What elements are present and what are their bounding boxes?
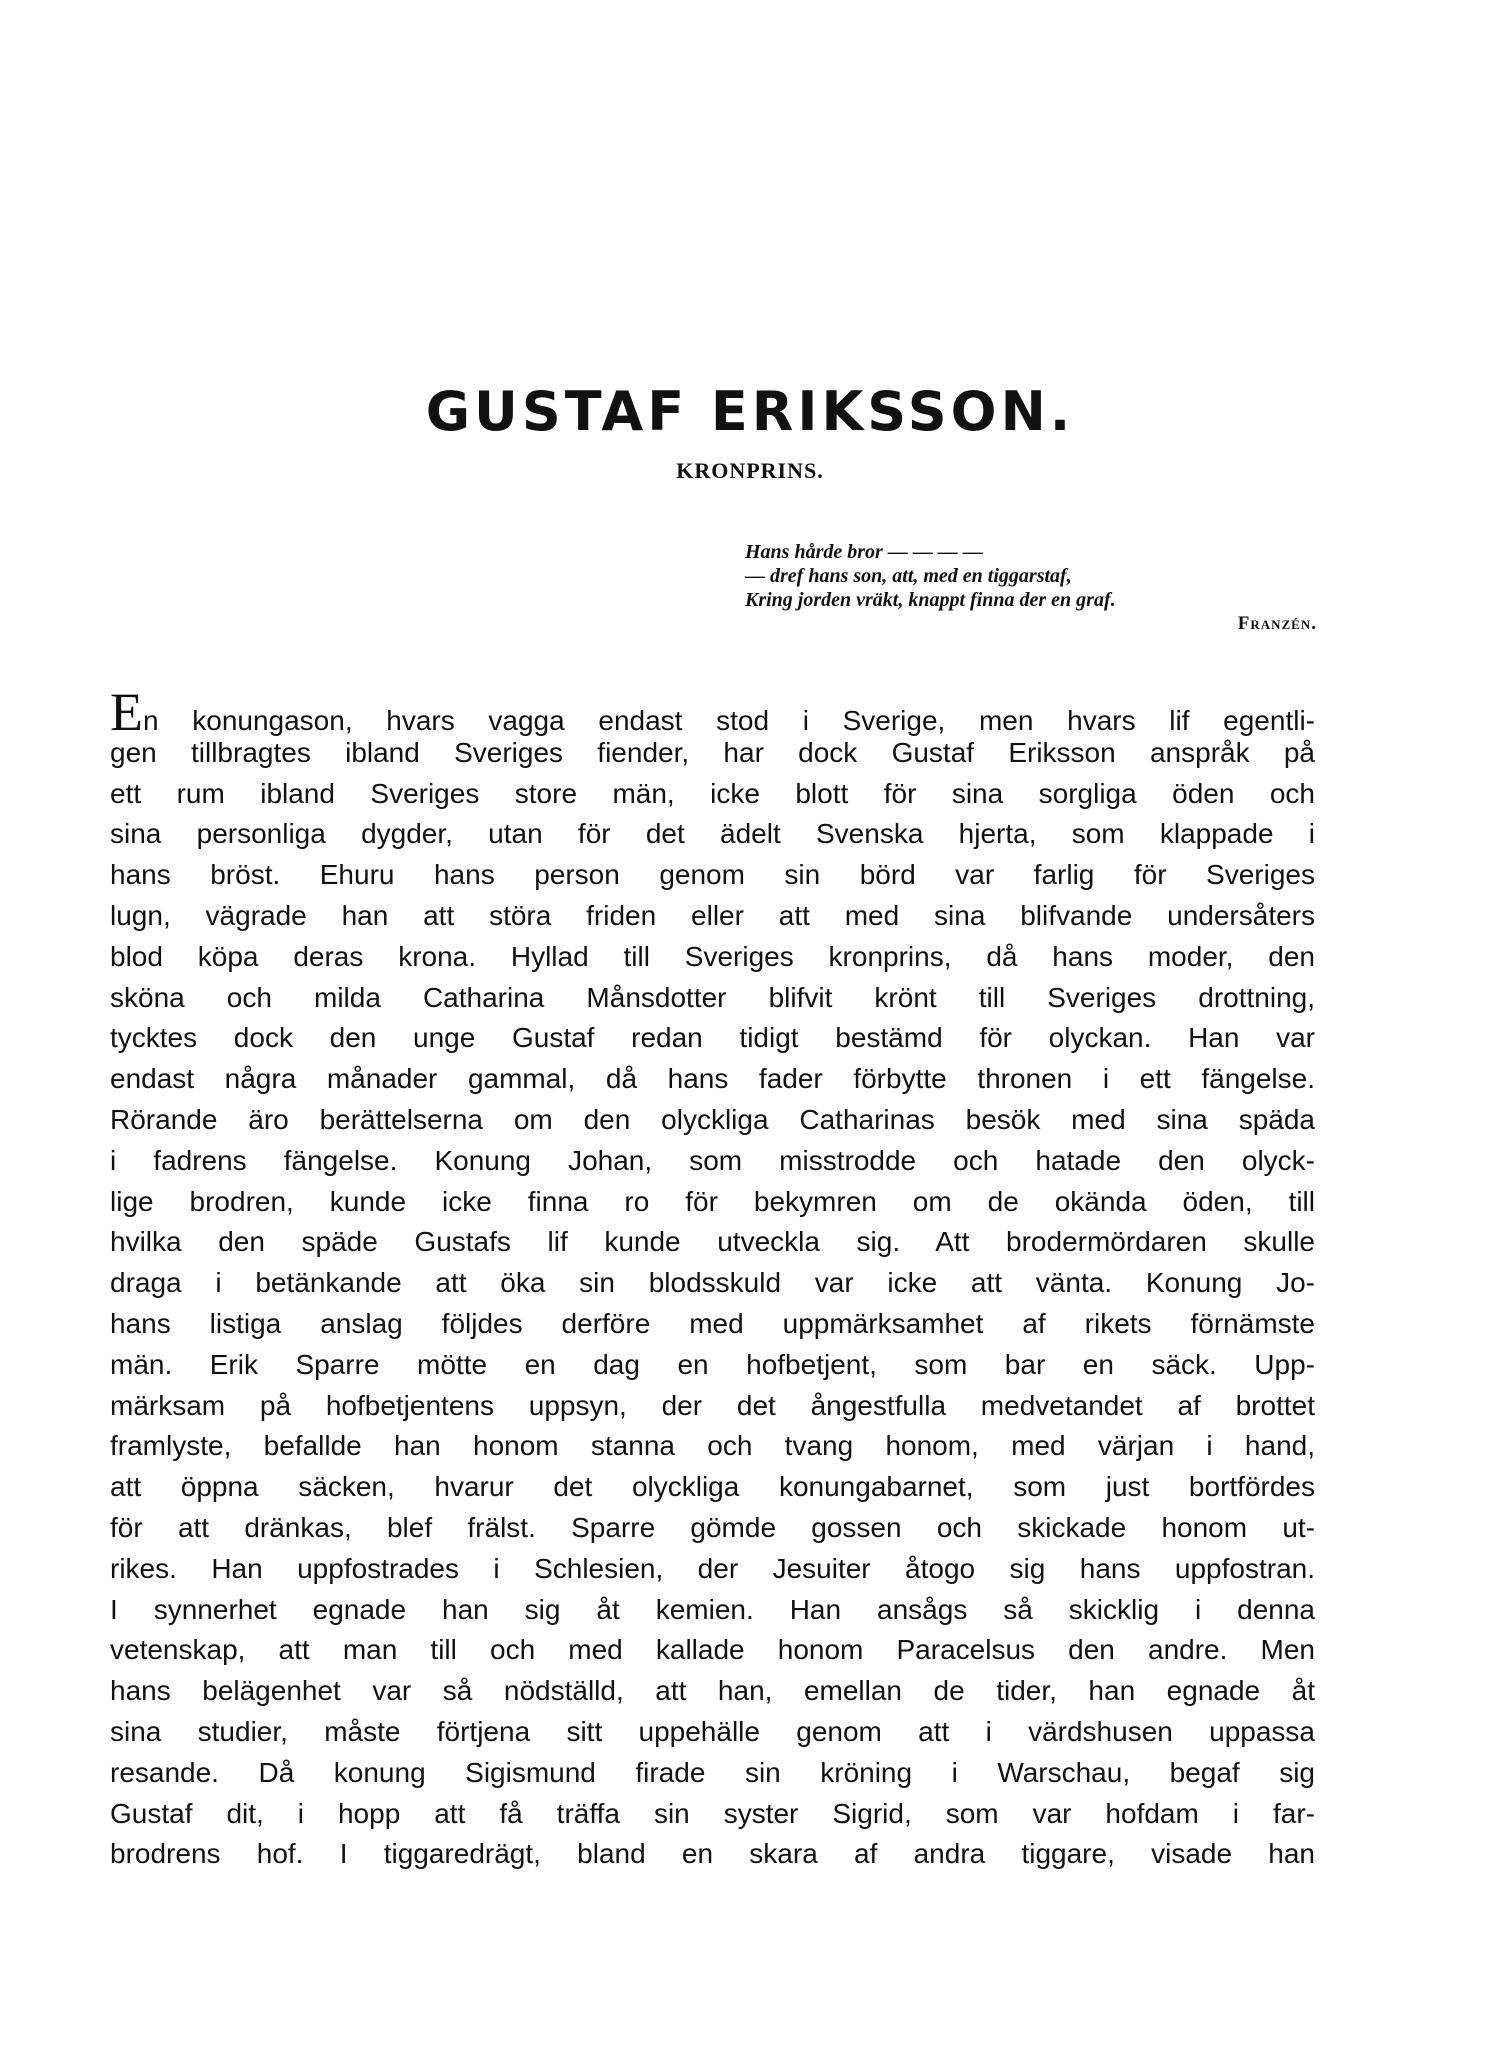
body-line: I synnerhet egnade han sig åt kemien. Han ansågs så skicklig i denna xyxy=(110,1593,1315,1625)
body-line: rikes. Han uppfostrades i Schlesien, der Jesuiter åtogo sig hans uppfostran. xyxy=(110,1552,1315,1584)
body-line: vetenskap, att man till och med kallade honom Paracelsus den andre. Men xyxy=(110,1634,1315,1666)
body-line: sköna och milda Catharina Månsdotter blifvit krönt till Sveriges drottning, xyxy=(110,981,1315,1013)
epigraph-line: Kring jorden vräkt, knappt finna der en graf. xyxy=(745,589,1116,611)
body-line: framlyste, befallde han honom stanna och tvang honom, med värjan i hand, xyxy=(110,1430,1315,1462)
body-line: lige brodren, kunde icke finna ro för bekymren om de okända öden, till xyxy=(110,1185,1315,1217)
body-line: Gustaf dit, i hopp att få träffa sin syster Sigrid, som var hofdam i far- xyxy=(110,1797,1315,1829)
epigraph-line: Hans hårde bror — — — — xyxy=(745,541,983,563)
body-line: i fadrens fängelse. Konung Johan, som misstrodde och hatade den olyck- xyxy=(110,1144,1315,1176)
body-line: sina studier, måste förtjena sitt uppehälle genom att i värdshusen uppassa xyxy=(110,1715,1315,1747)
body-line: män. Erik Sparre mötte en dag en hofbetjent, som bar en säck. Upp- xyxy=(110,1348,1315,1380)
body-line: lugn, vägrade han att störa friden eller att med sina blifvande undersåters xyxy=(110,899,1315,931)
chapter-title: GUSTAF ERIKSSON. xyxy=(425,380,1075,443)
body-line xyxy=(110,682,1315,742)
epigraph-line: — dref hans son, att, med en tiggarstaf, xyxy=(745,565,1072,587)
epigraph xyxy=(745,540,1325,636)
body-text xyxy=(110,682,1315,1875)
body-line: brodrens hof. I tiggaredrägt, bland en skara af andra tiggare, visade han xyxy=(110,1838,1315,1870)
body-line: för att dränkas, blef frälst. Sparre gömde gossen och skickade honom ut- xyxy=(110,1511,1315,1543)
body-line: gen tillbragtes ibland Sveriges fiender, har dock Gustaf Eriksson anspråk på xyxy=(110,736,1315,768)
body-line-text: n konungason, hvars vagga endast stod i Sverige, men hvars lif egentli- xyxy=(143,705,1315,736)
body-line: märksam på hofbetjentens uppsyn, der det ångestfulla medvetandet af brottet xyxy=(110,1389,1315,1421)
chapter-subtitle: KRONPRINS. xyxy=(676,458,824,483)
body-line: draga i betänkande att öka sin blodsskuld var icke att vänta. Konung Jo- xyxy=(110,1267,1315,1299)
body-line: hans bröst. Ehuru hans person genom sin börd var farlig för Sveriges xyxy=(110,859,1315,891)
body-line: hans belägenhet var så nödställd, att han, emellan de tider, han egnade åt xyxy=(110,1675,1315,1707)
body-line: sina personliga dygder, utan för det ädelt Svenska hjerta, som klappade i xyxy=(110,818,1315,850)
body-line: Rörande äro berättelserna om den olyckliga Catharinas besök med sina späda xyxy=(110,1103,1315,1135)
body-line: att öppna säcken, hvarur det olyckliga konungabarnet, som just bortfördes xyxy=(110,1471,1315,1503)
body-line: hans listiga anslag följdes derföre med uppmärksamhet af rikets förnämste xyxy=(110,1307,1315,1339)
body-line: blod köpa deras krona. Hyllad till Sveriges kronprins, då hans moder, den xyxy=(110,940,1315,972)
drop-cap: E xyxy=(110,682,143,742)
body-line: ett rum ibland Sveriges store män, icke blott för sina sorgliga öden och xyxy=(110,777,1315,809)
body-line: endast några månader gammal, då hans fader förbytte thronen i ett fängelse. xyxy=(110,1063,1315,1095)
body-line: tycktes dock den unge Gustaf redan tidigt bestämd för olyckan. Han var xyxy=(110,1022,1315,1054)
epigraph-author: Franzén. xyxy=(1237,613,1317,634)
body-line: resande. Då konung Sigismund firade sin kröning i Warschau, begaf sig xyxy=(110,1756,1315,1788)
body-line: hvilka den späde Gustafs lif kunde utveckla sig. Att brodermördaren skulle xyxy=(110,1226,1315,1258)
